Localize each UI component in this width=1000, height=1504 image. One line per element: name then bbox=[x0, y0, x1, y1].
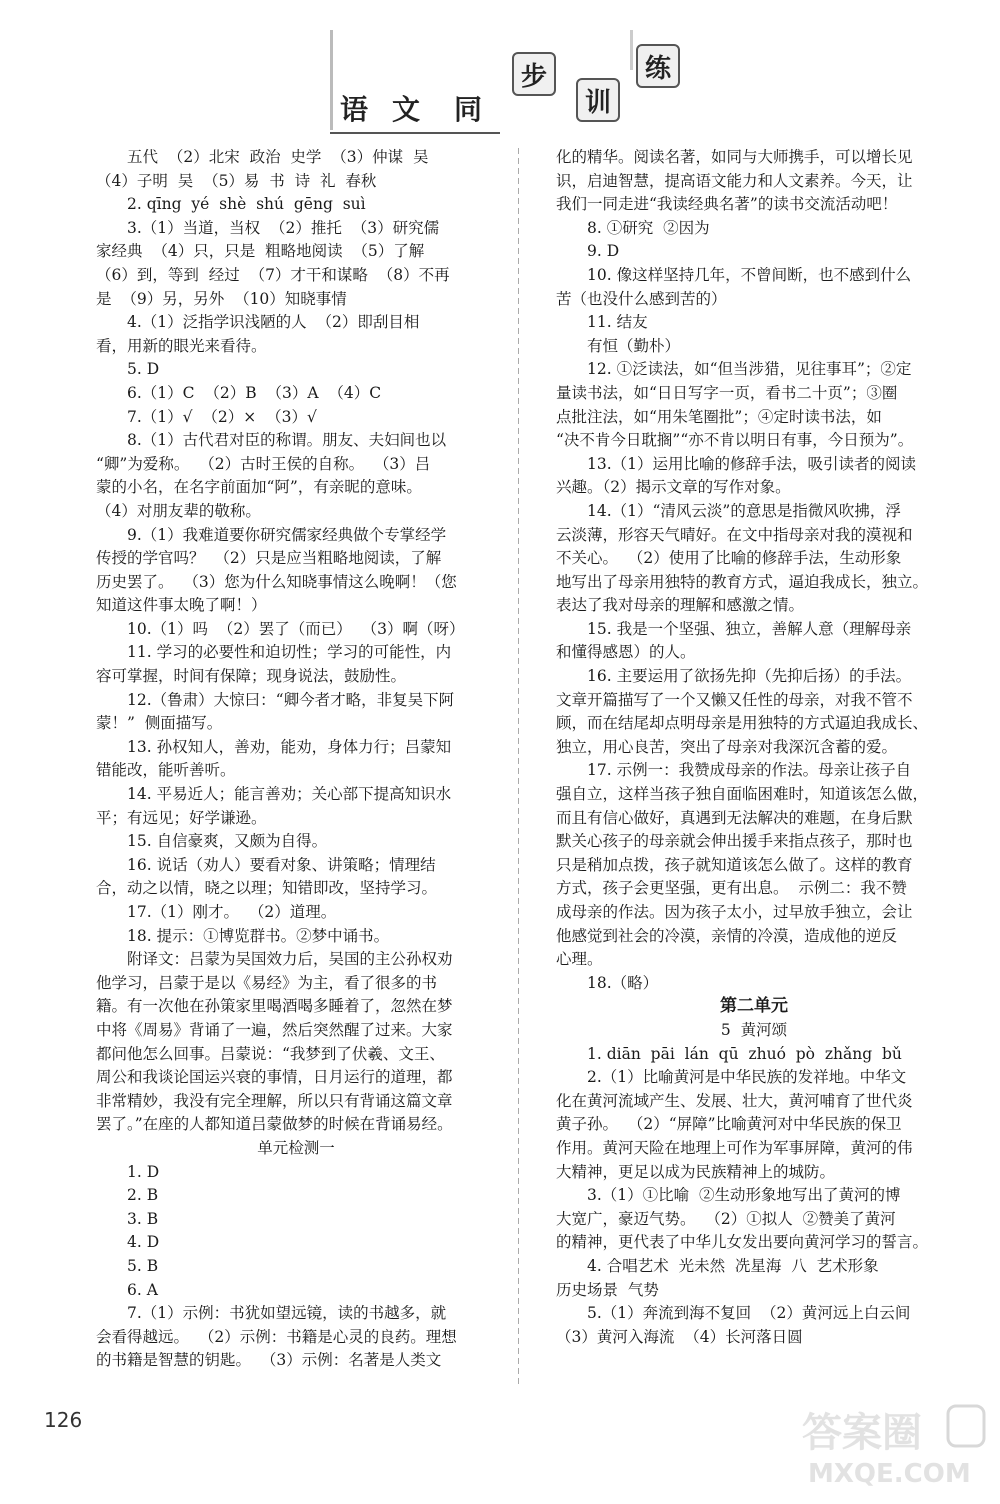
answer-column-left bbox=[96, 146, 496, 1373]
answer-line: 点批注法，如“用朱笔圈批”；④定时读书法，如 bbox=[556, 407, 882, 426]
answer-line: 量读书法，如“日日写字一页，看书二十页”；③圈 bbox=[556, 383, 898, 402]
answer-line: 作用。黄河天险在地理上可作为军事屏障，黄河的伟 bbox=[556, 1138, 913, 1157]
watermark-logo bbox=[798, 1400, 988, 1490]
answer-line: 7.（1）√ （2）× （3）√ bbox=[127, 407, 317, 426]
answer-line: 12.（鲁肃）大惊曰：“卿今者才略，非复吴下阿 bbox=[127, 690, 455, 709]
answer-line: 14.（1）“清风云淡”的意思是指微风吹拂，浮 bbox=[587, 501, 901, 520]
answer-line: 4. 合唱艺术 光未然 冼星海 八 艺术形象 bbox=[587, 1256, 879, 1275]
answer-line: 兴趣。（2）揭示文章的写作对象。 bbox=[556, 478, 791, 497]
answer-line: 独立，用心良苦，突出了母亲对我深沉含蓄的爱。 bbox=[556, 737, 898, 756]
watermark-url: MXQE.COM bbox=[808, 1459, 971, 1489]
answer-line: 17.（1）刚才。 （2）道理。 bbox=[127, 903, 337, 921]
answer-line: 1. diān pāi lán qū zhuó pò zhǎng bǔ bbox=[587, 1044, 902, 1063]
answer-line: 10.（1）吗 （2）罢了（而已） （3）啊（呀） bbox=[127, 619, 465, 638]
answer-line: （3）黄河入海流 （4）长河落日圆 bbox=[556, 1327, 803, 1346]
answer-line: 16. 主要运用了欲扬先抑（先抑后扬）的手法。 bbox=[587, 667, 912, 686]
answer-line: 18.（略） bbox=[587, 973, 659, 992]
answer-line: 化的精华。阅读名著，如同与大师携手，可以增长见 bbox=[556, 148, 913, 166]
answer-line: 12. ①泛读法，如“但当涉猎，见往事耳”；②定 bbox=[587, 360, 912, 379]
answer-line: 他感觉到社会的冷漠，亲情的冷漠，造成他的逆反 bbox=[556, 926, 898, 945]
answer-line: 我们一同走进“我读经典名著”的读书交流活动吧！ bbox=[556, 195, 898, 214]
page-number: 126 bbox=[44, 1408, 83, 1432]
answer-line: 17. 示例一：我赞成母亲的作法。母亲让孩子自 bbox=[587, 761, 912, 780]
answer-line: 他学习，吕蒙于是以《易经》为主，看了很多的书 bbox=[96, 973, 438, 992]
answer-line: 2. qīng yé shè shú gēng suì bbox=[127, 195, 366, 214]
answer-line: 蒙的小名，在名字前面加“阿”，有亲昵的意味。 bbox=[96, 478, 422, 497]
answer-line: 2. B bbox=[127, 1186, 159, 1205]
answer-line: 苦（也没什么感到苦的） bbox=[556, 289, 727, 308]
answer-line: 5. B bbox=[127, 1256, 159, 1275]
answer-line: 5 黄河颂 bbox=[720, 1020, 788, 1039]
answer-line: 表达了我对母亲的理解和感激之情。 bbox=[556, 596, 805, 615]
answer-line: 的书籍是智慧的钥匙。 （3）示例：名著是人类文 bbox=[96, 1351, 442, 1370]
watermark-text: 答案圈 bbox=[802, 1410, 922, 1456]
answer-line: 云淡薄，形容天气晴好。在文中指母亲对我的漠视和 bbox=[556, 525, 913, 544]
answer-line: “卿”为爱称。 （2）古时王侯的自称。 （3）吕 bbox=[96, 454, 431, 473]
answer-line: 蒙！” 侧面描写。 bbox=[96, 714, 223, 733]
answer-line: 和懂得感恩）的人。 bbox=[556, 643, 696, 662]
page-header bbox=[320, 30, 700, 140]
header-char-6: 练 bbox=[636, 44, 680, 88]
answer-line: 附译文：吕蒙为吴国效力后，吴国的主公孙权劝 bbox=[127, 950, 453, 969]
answer-line: 4.（1）泛指学识浅陋的人 （2）即刮目相 bbox=[127, 313, 420, 332]
answer-line: 家经典 （4）只，只是 粗略地阅读 （5）了解 bbox=[96, 242, 425, 261]
answer-line: 非常精妙，我没有完全理解，所以只有背诵这篇文章 bbox=[96, 1091, 453, 1110]
answer-line: 心理。 bbox=[556, 950, 603, 969]
column-divider bbox=[518, 148, 519, 1388]
answer-line: 10. 像这样坚持几年，不曾间断，也不感到什么 bbox=[587, 265, 912, 284]
header-char-3: 同 bbox=[454, 93, 483, 126]
header-char-2: 文 bbox=[392, 93, 421, 126]
answer-line: 13. 孙权知人，善劝，能劝，身体力行；吕蒙知 bbox=[127, 737, 452, 756]
answer-line: 大精神，更足以成为民族精神上的城防。 bbox=[556, 1162, 836, 1181]
answer-line: 8.（1）古代君对臣的称谓。朋友、夫妇间也以 bbox=[127, 431, 447, 450]
answer-line: 会看得越远。 （2）示例：书籍是心灵的良药。理想 bbox=[96, 1327, 457, 1346]
answer-line: 6. A bbox=[127, 1280, 158, 1299]
header-rule-vertical bbox=[330, 30, 333, 130]
answer-line: 知道这件事太晚了啊！） bbox=[96, 596, 267, 615]
answer-line: 周公和我谈论国运兴衰的事情，日月运行的道理，都 bbox=[96, 1068, 453, 1087]
answer-line: 强自立，这样当孩子独自面临困难时，知道该怎么做， bbox=[556, 785, 929, 804]
header-rule-vertical-right bbox=[630, 30, 633, 70]
answer-line: 16. 说话（劝人）要看对象、讲策略；情理结 bbox=[127, 855, 436, 874]
answer-line: （6）到，等到 经过 （7）才干和谋略 （8）不再 bbox=[96, 265, 450, 284]
answer-line: 5. D bbox=[127, 360, 160, 379]
answer-line: 是 （9）另，另外 （10）知晓事情 bbox=[96, 289, 347, 308]
answer-line: 历史罢了。 （3）您为什么知晓事情这么晚啊！（您 bbox=[96, 572, 457, 591]
answer-line: 成母亲的作法。因为孩子太小，过早放手独立，会让 bbox=[556, 903, 913, 921]
answer-line: 都问他怎么回事。吕蒙说：“我梦到了伏羲、文王、 bbox=[96, 1044, 445, 1063]
answer-line: “决不肯今日耽搁”“亦不肯以明日有事，今日预为”。 bbox=[556, 431, 914, 450]
answer-line: 13.（1）运用比喻的修辞手法，吸引读者的阅读 bbox=[587, 454, 917, 473]
answer-line: 的精神，更代表了中华儿女发出要向黄河学习的誓言。 bbox=[556, 1233, 929, 1252]
answer-line: 默关心孩子的母亲就会伸出援手来指点孩子，那时也 bbox=[556, 832, 913, 851]
answer-line: 容可掌握，时间有保障；现身说法，鼓励性。 bbox=[96, 667, 407, 686]
answer-line: 罢了。”在座的人都知道吕蒙做梦的时候在背诵易经。 bbox=[96, 1115, 453, 1134]
header-rule-horizontal bbox=[330, 132, 500, 134]
answer-line: 合，动之以情，晓之以理；知错即改，坚持学习。 bbox=[96, 879, 438, 898]
answer-line: 历史场景 气势 bbox=[556, 1280, 659, 1299]
answer-line: 顾，而在结尾却点明母亲是用独特的方式逼迫我成长、 bbox=[556, 714, 929, 733]
answer-line: 1. D bbox=[127, 1162, 160, 1181]
answer-line: （4）对朋友辈的敬称。 bbox=[96, 501, 261, 520]
answer-line: 2.（1）比喻黄河是中华民族的发祥地。中华文 bbox=[587, 1068, 907, 1087]
answer-line: 9.（1）我难道要你研究儒家经典做个专掌经学 bbox=[127, 525, 447, 544]
answer-line: 9. D bbox=[587, 242, 620, 261]
answer-line: 18. 提示：①博览群书。②梦中诵书。 bbox=[127, 926, 390, 945]
answer-line: 4. D bbox=[127, 1233, 160, 1252]
answer-line: 地写出了母亲用独特的教育方式，逼迫我成长，独立。 bbox=[556, 572, 929, 591]
answer-line: 籍。有一次他在孙策家里喝酒喝多睡着了，忽然在梦 bbox=[96, 997, 453, 1016]
answer-line: 化在黄河流域产生、发展、壮大，黄河哺育了世代炎 bbox=[556, 1091, 913, 1110]
answer-line: 方式，孩子会更坚强，更有出息。 示例二：我不赞 bbox=[556, 879, 907, 898]
answer-line: 看，用新的眼光来看待。 bbox=[96, 336, 267, 355]
answer-line: 14. 平易近人；能言善劝；关心部下提高知识水 bbox=[127, 785, 452, 804]
answer-line: 15. 我是一个坚强、独立，善解人意（理解母亲 bbox=[587, 619, 912, 638]
answer-line: 而且有信心做好，真遇到无法解决的难题，在身后默 bbox=[556, 808, 913, 827]
answer-line: 3. B bbox=[127, 1209, 159, 1228]
answer-line: 文章开篇描写了一个又懒又任性的母亲，对我不管不 bbox=[556, 690, 913, 709]
answer-line: 识，启迪智慧，提高语文能力和人文素养。今天，让 bbox=[556, 171, 913, 190]
answer-line: 大宽广，豪迈气势。 （2）①拟人 ②赞美了黄河 bbox=[556, 1209, 896, 1228]
answer-line: 单元检测一 bbox=[257, 1138, 335, 1157]
answer-line: 11. 结友 bbox=[587, 313, 648, 332]
answer-line: 只是稍加点拨，孩子就知道该怎么做了。这样的教育 bbox=[556, 855, 913, 874]
header-char-4: 步 bbox=[512, 52, 556, 96]
answer-line: 平；有远见；好学谦逊。 bbox=[96, 808, 267, 827]
answer-line: 15. 自信豪爽，又颇为自得。 bbox=[127, 832, 328, 851]
answer-line: 3.（1）当道，当权 （2）推托 （3）研究儒 bbox=[127, 218, 440, 237]
answer-line: 传授的学官吗？ （2）只是应当粗略地阅读，了解 bbox=[96, 549, 442, 568]
answer-line: 5.（1）奔流到海不复回 （2）黄河远上白云间 bbox=[587, 1304, 911, 1323]
header-char-5: 训 bbox=[576, 78, 620, 122]
answer-line: 黄子孙。 （2）“屏障”比喻黄河对中华民族的保卫 bbox=[556, 1115, 902, 1134]
header-char-1: 语 bbox=[340, 93, 369, 126]
answer-line: 中将《周易》背诵了一遍，然后突然醒了过来。大家 bbox=[96, 1020, 453, 1039]
answer-line: 不关心。 （2）使用了比喻的修辞手法，生动形象 bbox=[556, 549, 902, 568]
answer-line: 3.（1）①比喻 ②生动形象地写出了黄河的博 bbox=[587, 1186, 901, 1205]
answer-line: 错能改，能听善听。 bbox=[96, 761, 236, 780]
answer-line: 五代 （2）北宋 政治 史学 （3）仲谋 吴 bbox=[127, 148, 429, 166]
answer-line: （4）子明 吴 （5）易 书 诗 礼 春秋 bbox=[96, 171, 377, 190]
answer-line: 有恒（勤朴） bbox=[587, 336, 681, 355]
answer-line: 11. 学习的必要性和迫切性；学习的可能性，内 bbox=[127, 643, 452, 662]
answer-line: 8. ①研究 ②因为 bbox=[587, 218, 710, 237]
answer-column-right bbox=[556, 146, 952, 1349]
answer-line: 6.（1）C （2）B （3）A （4）C bbox=[127, 383, 382, 402]
unit-heading: 第二单元 bbox=[720, 996, 788, 1017]
watermark-icon bbox=[798, 1400, 988, 1490]
answer-line: 7.（1）示例：书犹如望远镜，读的书越多，就 bbox=[127, 1304, 447, 1323]
